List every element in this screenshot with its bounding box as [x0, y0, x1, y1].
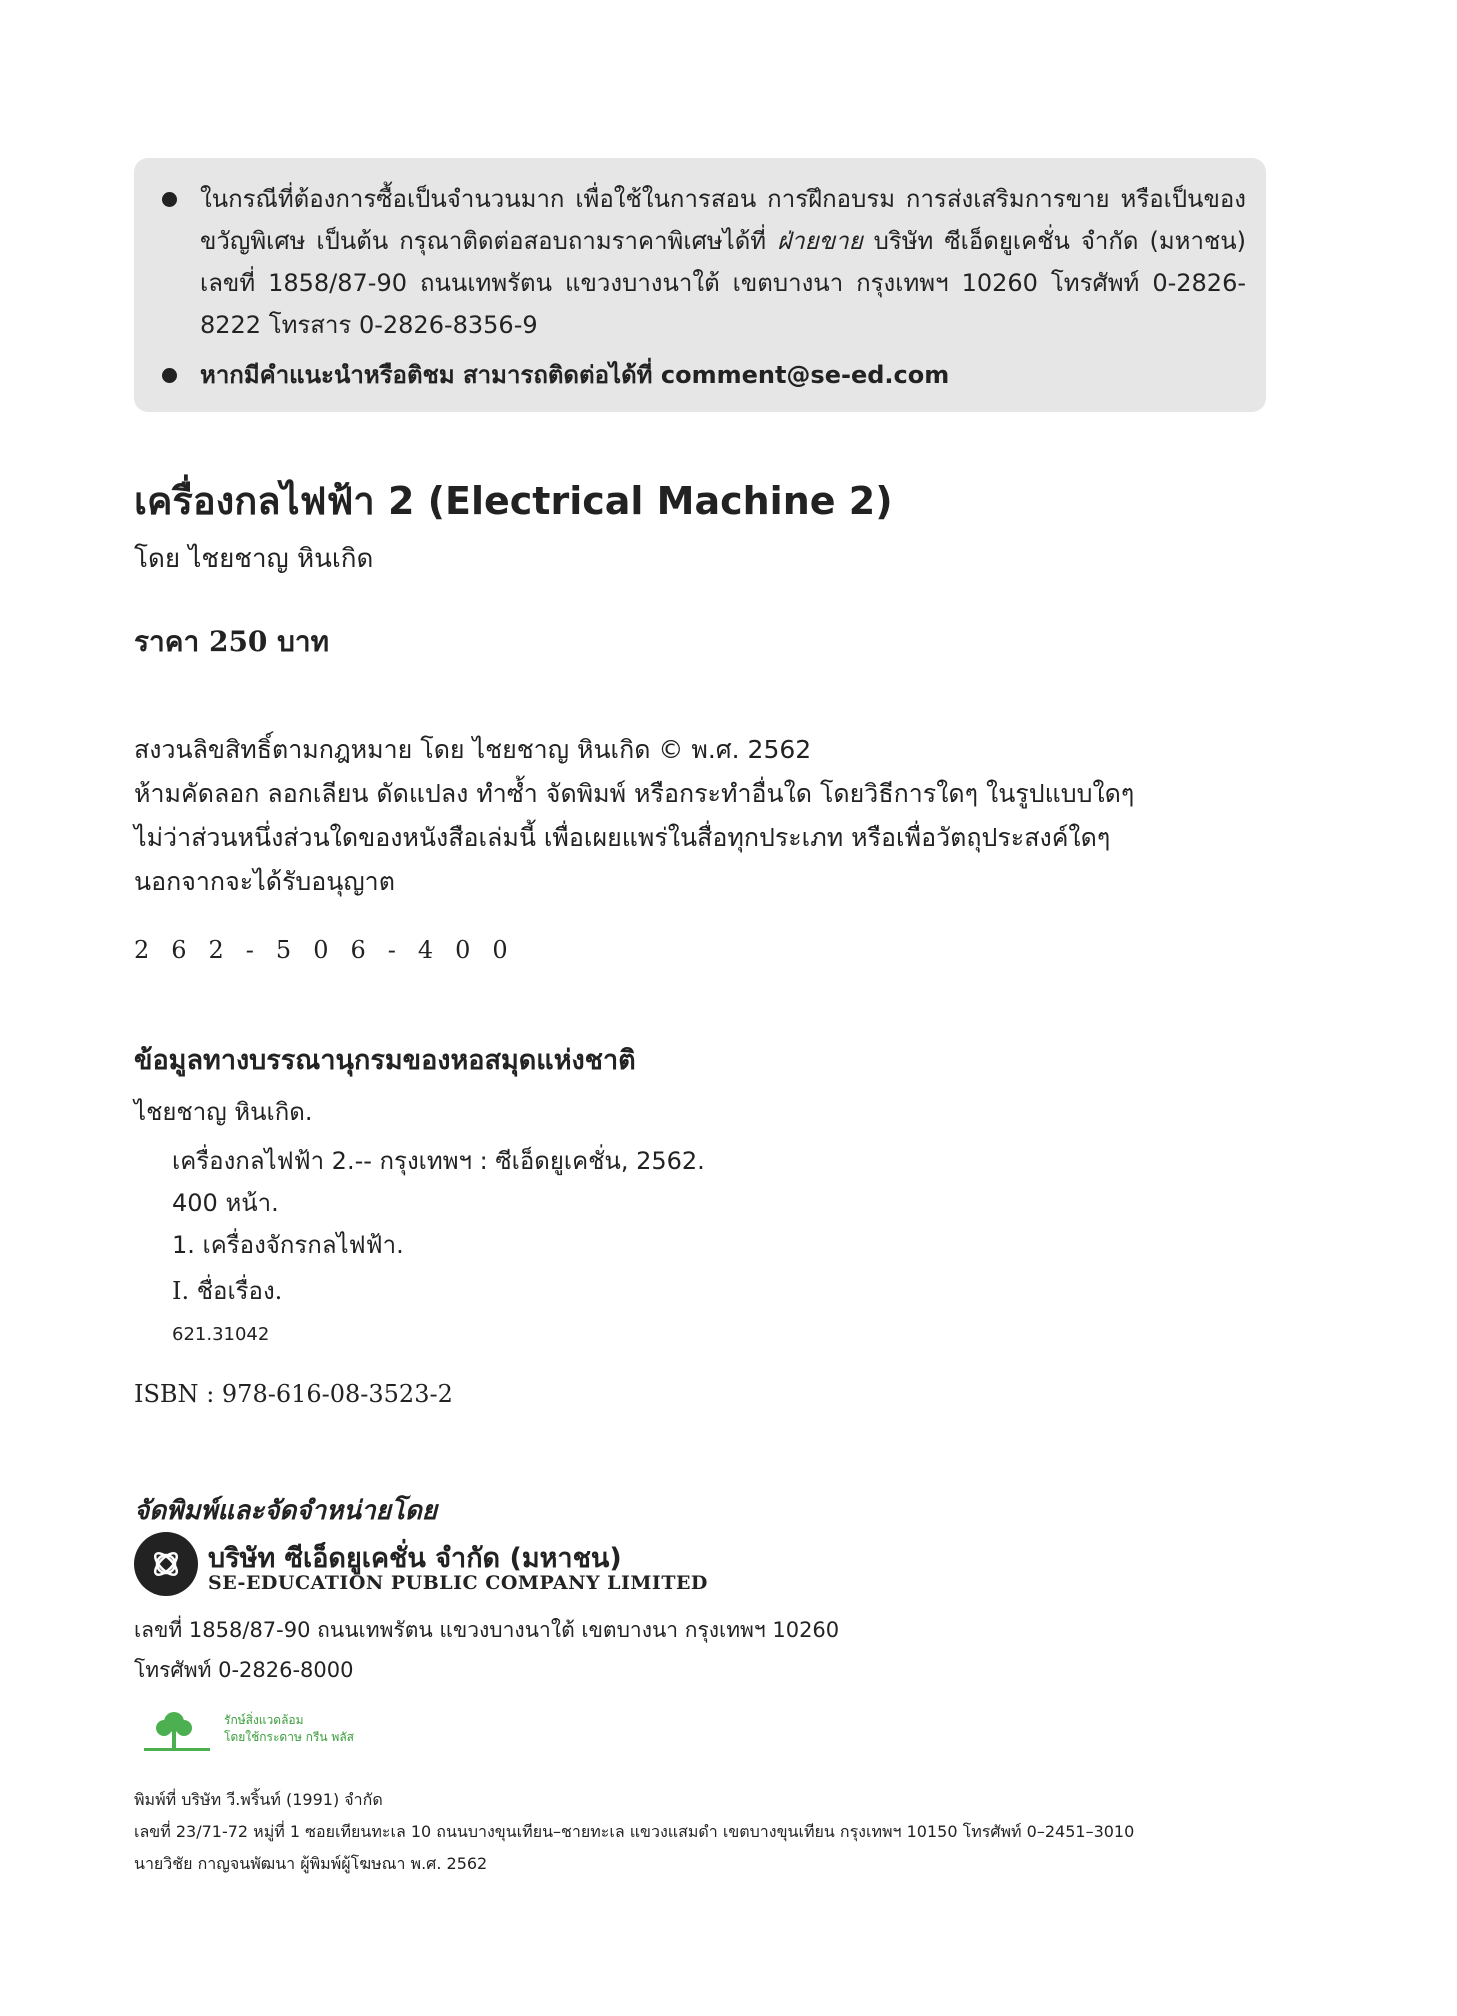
copyright-line: สงวนลิขสิทธิ์ตามกฎหมาย โดย ไชยชาญ หินเกิด © พ.ศ. 2562 — [134, 735, 812, 764]
notice-box — [134, 158, 1266, 412]
sales-department: ฝ่ายขาย — [777, 227, 863, 255]
printer-info — [134, 1784, 1134, 1880]
se-ed-logo-icon — [134, 1532, 198, 1596]
book-price: ราคา 250 บาท — [134, 625, 330, 658]
notice-item-bulk-order — [156, 178, 1246, 346]
eco-paper-logo — [134, 1708, 364, 1758]
publisher-name-thai: บริษัท ซีเอ็ดยูเคชั่น จำกัด (มหาชน) — [208, 1543, 622, 1574]
publisher-heading: จัดพิมพ์และจัดจำหน่ายโดย — [134, 1496, 437, 1526]
bullet-icon — [162, 192, 177, 207]
printer-publisher: นายวิชัย กาญจนพัฒนา ผู้พิมพ์ผู้โฆษณา พ.ศ. 2562 — [134, 1854, 488, 1873]
cip-line: 400 หน้า. — [172, 1189, 279, 1217]
publisher-phone: โทรศัพท์ 0-2826-8000 — [134, 1658, 354, 1682]
copyright-notice — [134, 728, 1264, 904]
printer-address: เลขที่ 23/71-72 หมู่ที่ 1 ซอยเทียนทะเล 10 ถนนบางขุนเทียน–ชายทะเล แขวงแสมดำ เขตบางขุนเทียน กรุงเทพฯ 10150 โทรศัพท์ 0–2451–3010 — [134, 1822, 1135, 1841]
cip-line: เครื่องกลไฟฟ้า 2.-- กรุงเทพฯ : ซีเอ็ดยูเคชั่น, 2562. — [172, 1147, 705, 1175]
cip-subject: I. ชื่อเรื่อง. — [172, 1277, 283, 1305]
notice-feedback-text: หากมีคำแนะนำหรือติชม สามารถติดต่อได้ที่ comment@se-ed.com — [200, 361, 950, 389]
book-author: โดย ไชยชาญ หินเกิด — [134, 544, 374, 574]
publisher-name-english: SE-EDUCATION PUBLIC COMPANY LIMITED — [208, 1572, 708, 1594]
book-title: เครื่องกลไฟฟ้า 2 (Electrical Machine 2) — [134, 479, 893, 523]
notice-item-feedback — [156, 354, 1246, 396]
cip-line: 1. เครื่องจักรกลไฟฟ้า. — [172, 1231, 404, 1259]
isbn: ISBN : 978-616-08-3523-2 — [134, 1380, 453, 1408]
eco-paper-label: รักษ์สิ่งแวดล้อม โดยใช้กระดาษ กรีน พลัส — [224, 1713, 355, 1744]
bullet-icon — [162, 368, 177, 383]
cip-heading: ข้อมูลทางบรรณานุกรมของหอสมุดแห่งชาติ — [134, 1045, 636, 1076]
copyright-line: ไม่ว่าส่วนหนึ่งส่วนใดของหนังสือเล่มนี้ เพื่อเผยแพร่ในสื่อทุกประเภท หรือเพื่อวัตถุประสงค์ใดๆ — [134, 823, 1111, 852]
cip-details — [172, 1140, 705, 1312]
cip-classification: 621.31042 — [172, 1324, 270, 1345]
copyright-line: นอกจากจะได้รับอนุญาต — [134, 867, 395, 896]
tree-icon — [134, 1708, 220, 1758]
printer-name: พิมพ์ที่ บริษัท วี.พริ้นท์ (1991) จำกัด — [134, 1790, 383, 1809]
notice-bulk-order-text: ในกรณีที่ต้องการซื้อเป็นจำนวนมาก เพื่อใช้ในการสอน การฝึกอบรม การส่งเสริมการขาย หรือเป็นของขวัญพิเศษ เป็นต้น กรุณาติดต่อสอบถามราคาพิเศษได้ที่ ฝ่ายขาย บริษัท ซีเอ็ดยูเคชั่น จำกัด (มหาชน) เลขที่ 1858/87-90 ถนนเทพรัตน แขวงบางนาใต้ เขตบางนา กรุงเทพฯ 10260 โทรศัพท์ 0-2826-8222 โทรสาร 0-2826-8356-9 — [200, 185, 1247, 339]
copyright-line: ห้ามคัดลอก ลอกเลียน ดัดแปลง ทำซ้ำ จัดพิมพ์ หรือกระทำอื่นใด โดยวิธีการใดๆ ในรูปแบบใดๆ — [134, 779, 1135, 808]
cip-author: ไชยชาญ หินเกิด. — [134, 1098, 313, 1126]
product-code: 262-506-400 — [134, 936, 530, 964]
publisher-address: เลขที่ 1858/87-90 ถนนเทพรัตน แขวงบางนาใต้ เขตบางนา กรุงเทพฯ 10260 — [134, 1618, 840, 1642]
